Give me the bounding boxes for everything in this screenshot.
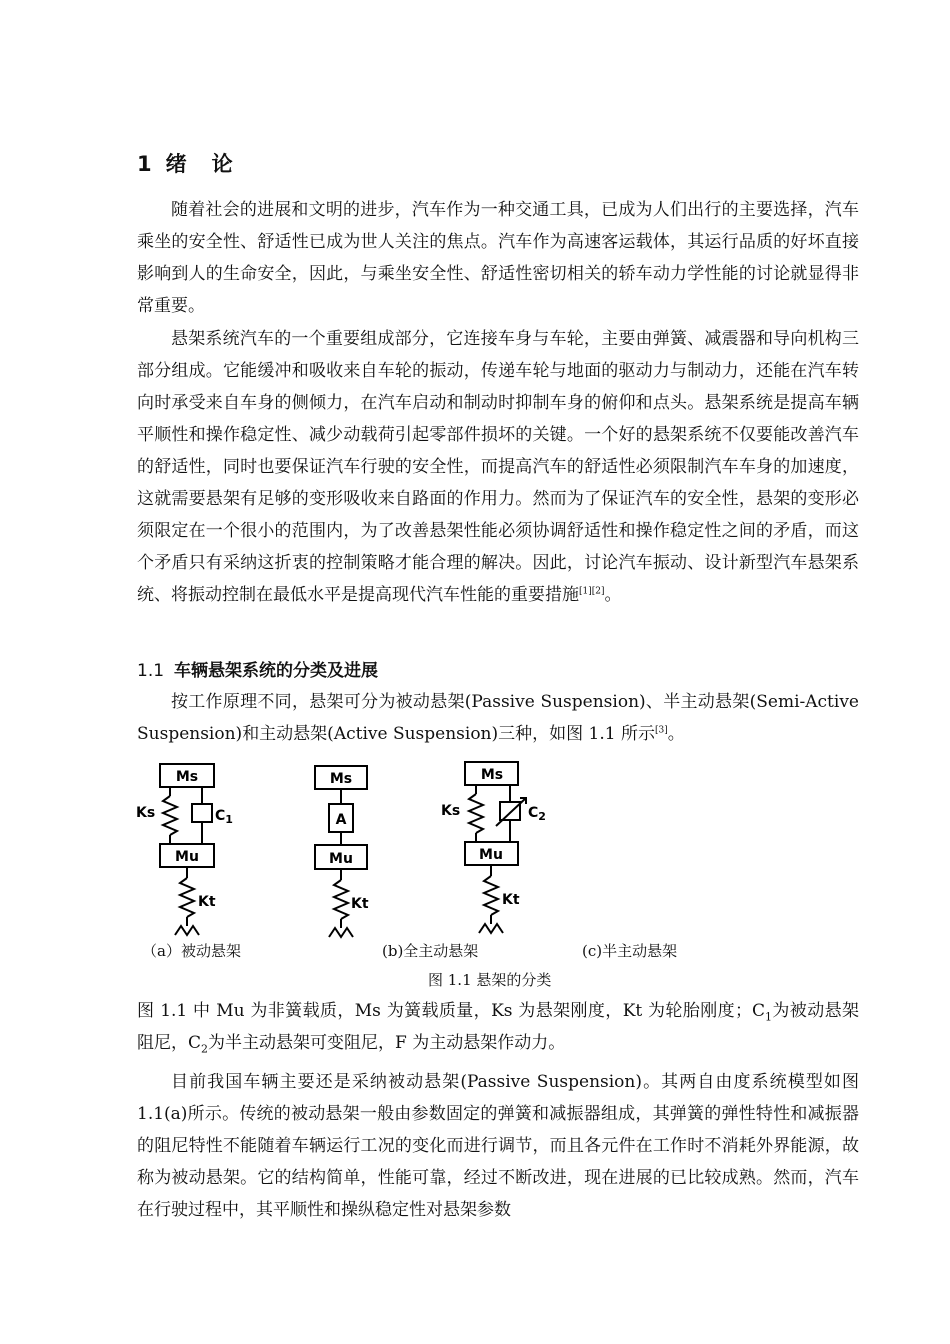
suspension-figure (130, 758, 610, 943)
note-sub-1: 1 (765, 1010, 773, 1024)
citation-ref: [3] (655, 725, 668, 736)
note-sub-2: 2 (201, 1042, 209, 1056)
label-mu-b: Mu (329, 851, 353, 867)
tire-spring-b (334, 880, 348, 919)
suspension-spring-c (469, 794, 483, 833)
note-text-2: 为被动悬架阻尼，C (137, 1001, 860, 1053)
note-text-1: 图 1.1 中 Mu 为非簧载质，Ms 为簧载质量，Ks 为悬架刚度，Kt 为轮胎刚度；C (137, 1001, 766, 1021)
label-c2-base: C (528, 805, 539, 821)
section-number: 1.1 (137, 661, 165, 681)
paragraph-intro: 随着社会的进展和文明的进步，汽车作为一种交通工具，已成为人们出行的主要选择，汽车乘坐的安全性、舒适性已成为世人关注的焦点。汽车作为高速客运载体，其运行品质的好坏直接影响到人的生命安全，因此，与乘坐安全性、舒适性密切相关的轿车动力学性能的讨论就显得非常重要。 (137, 200, 859, 316)
ground-a (175, 926, 199, 935)
paragraph-end: 。 (667, 724, 685, 744)
paragraph-passive-suspension: 目前我国车辆主要还是采纳被动悬架(Passive Suspension)。其两自由度系统模型如图 1.1(a)所示。传统的被动悬架一般由参数固定的弹簧和减振器组成，其弹簧的弹性特性和减振器的阻尼特性不能随着车辆运行工况的变化而进行调节，而且各元件在工作时不消耗外界能源，故称为被动悬架。它的结构简单，性能可靠，经过不断改进，现在进展的已比较成熟。然而，汽车在行驶过程中，其平顺性和操纵稳定性对悬架参数 (137, 1072, 859, 1220)
subcaption-a: （a）被动悬架 (142, 942, 241, 960)
paragraph-end: 。 (604, 585, 622, 605)
section-title: 车辆悬架系统的分类及进展 (174, 661, 379, 681)
paragraph-classification (137, 686, 859, 750)
label-c1 (215, 808, 233, 826)
figure-caption: 图 1.1 悬架的分类 (428, 971, 552, 989)
section-heading (137, 656, 378, 681)
citation-ref: [1][2] (579, 586, 605, 597)
label-ms-c: Ms (480, 767, 504, 783)
label-actuator-b: A (335, 812, 347, 828)
label-c1-sub: 1 (225, 813, 233, 826)
ground-c (479, 924, 503, 933)
paragraph-text: 按工作原理不同，悬架可分为被动悬架(Passive Suspension)、半主动悬架(Semi-Active Suspension)和主动悬架(Active Suspension)三种，如图 1.1 所示 (137, 692, 859, 744)
label-ks-a: Ks (136, 805, 156, 821)
paragraph-text: 悬架系统汽车的一个重要组成部分，它连接车身与车轮，主要由弹簧、减震器和导向机构三部分组成。它能缓冲和吸收来自车轮的振动，传递车轮与地面的驱动力与制动力，还能在汽车转向时承受来自车身的侧倾力，在汽车启动和制动时抑制车身的俯仰和点头。悬架系统是提高车辆平顺性和操作稳定性、减少动载荷引起零部件损坏的关键。一个好的悬架系统不仅要能改善汽车的舒适性，同时也要保证汽车行驶的安全性，而提高汽车的舒适性必须限制汽车车身的加速度，这就需要悬架有足够的变形吸收来自路面的作用力。然而为了保证汽车的安全性，悬架的变形必须限定在一个很小的范围内，为了改善悬架性能必须协调舒适性和操作稳定性之间的矛盾，而这个矛盾只有采纳这折衷的控制策略才能合理的解决。因此，讨论汽车振动、设计新型汽车悬架系统、将振动控制在最低水平是提高现代汽车性能的重要措施 (137, 329, 859, 605)
subcaption-b: (b)全主动悬架 (382, 942, 479, 960)
damper-a (192, 804, 212, 822)
label-kt-b: Kt (351, 896, 369, 912)
label-ms-b: Ms (329, 771, 353, 787)
chapter-heading (137, 148, 235, 178)
label-mu-c: Mu (479, 847, 503, 863)
tire-spring-a (180, 878, 194, 917)
label-kt-a: Kt (198, 894, 216, 910)
tire-spring-c (484, 876, 498, 915)
label-c1-base: C (215, 808, 226, 824)
subcaption-c: (c)半主动悬架 (582, 942, 678, 960)
label-kt-c: Kt (502, 892, 520, 908)
label-ms-a: Ms (175, 769, 199, 785)
label-mu-a: Mu (175, 849, 199, 865)
label-ks-c: Ks (441, 803, 461, 819)
paragraph-figure-notes (137, 995, 859, 1059)
chapter-number: 1 (137, 152, 154, 176)
label-c2-sub: 2 (538, 810, 546, 823)
ground-b (329, 928, 353, 937)
paragraph-suspension-overview (137, 323, 859, 611)
variable-damper-c (500, 802, 520, 820)
note-text-3: 为半主动悬架可变阻尼，F 为主动悬架作动力。 (208, 1033, 566, 1053)
label-c2 (528, 805, 546, 823)
chapter-title: 绪 论 (165, 152, 235, 176)
suspension-spring-a (163, 796, 177, 835)
